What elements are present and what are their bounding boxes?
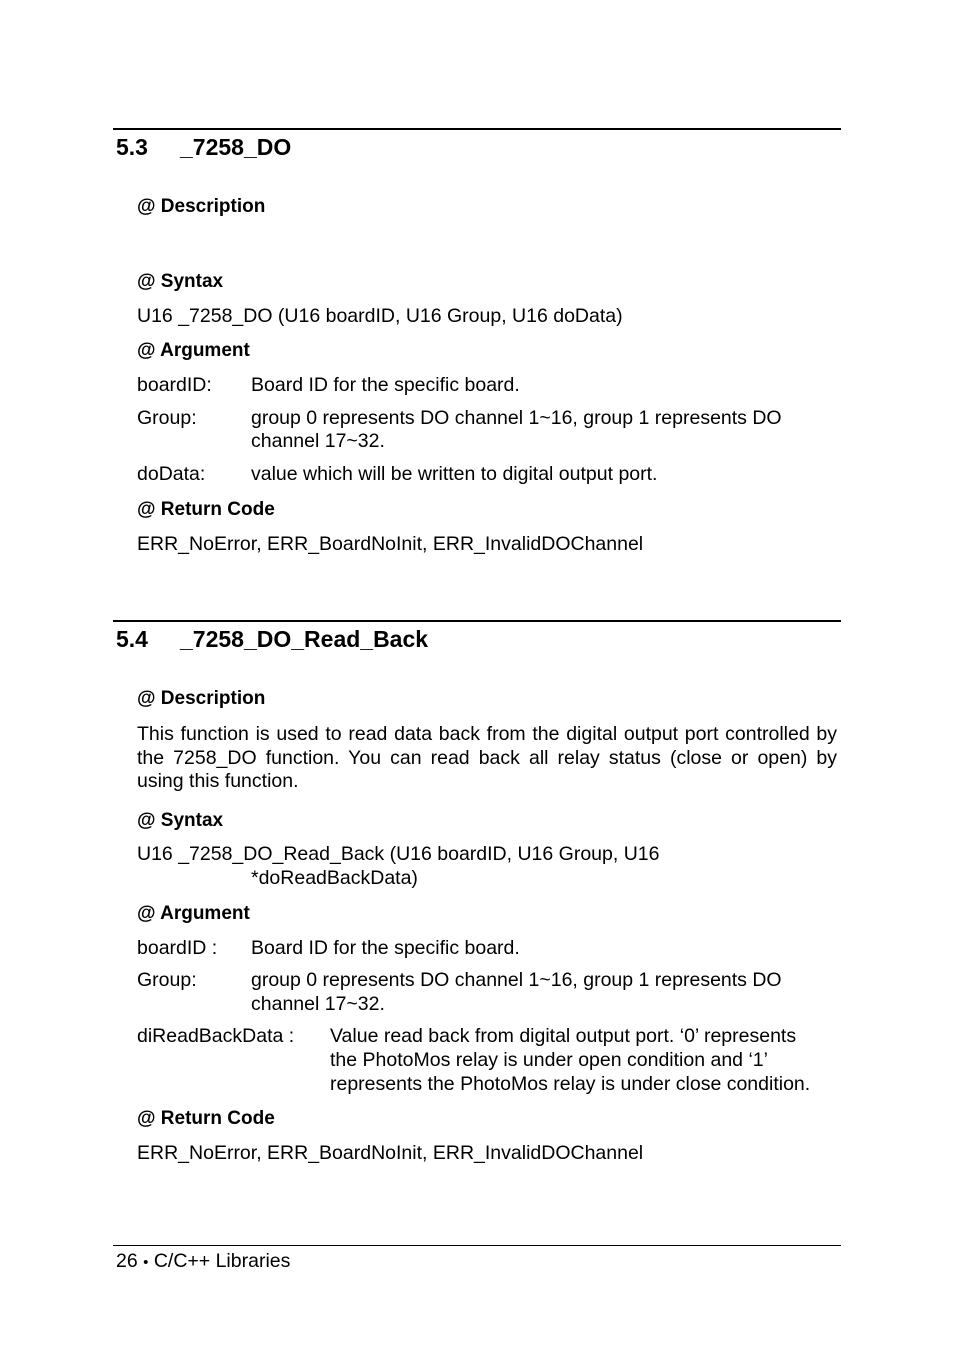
arg-name: diReadBackData : xyxy=(137,1025,295,1047)
argument-label: @ Argument xyxy=(137,903,250,924)
arg-name: boardID : xyxy=(137,937,218,959)
arg-desc: channel 17~32. xyxy=(251,430,385,452)
section-title: _7258_DO xyxy=(180,134,292,160)
description-label: @ Description xyxy=(137,196,266,217)
arg-desc: Board ID for the specific board. xyxy=(251,937,520,959)
footer-rule xyxy=(113,1245,841,1246)
syntax-text: U16 _7258_DO (U16 boardID, U16 Group, U16 doData) xyxy=(137,305,623,327)
arg-name: boardID: xyxy=(137,374,212,396)
section-number: 5.3 xyxy=(116,134,148,160)
description-text: This function is used to read data back from the digital output port controlled by the 7258_DO function. You can read back all relay status (close or open) by using this function. xyxy=(137,723,837,792)
section-number: 5.4 xyxy=(116,626,148,652)
section-5-4-top-rule xyxy=(113,620,841,622)
arg-desc: group 0 represents DO channel 1~16, group 1 represents DO xyxy=(251,407,782,429)
arg-desc: represents the PhotoMos relay is under close condition. xyxy=(330,1073,811,1095)
argument-label: @ Argument xyxy=(137,340,250,361)
arg-desc: Board ID for the specific board. xyxy=(251,374,520,396)
arg-desc: group 0 represents DO channel 1~16, group 1 represents DO xyxy=(251,969,782,991)
section-5-4-heading xyxy=(116,628,428,651)
page-number: 26 xyxy=(116,1250,138,1272)
bullet-separator: • xyxy=(143,1254,149,1271)
arg-name: Group: xyxy=(137,969,197,991)
section-title: _7258_DO_Read_Back xyxy=(180,626,429,652)
return-code-label: @ Return Code xyxy=(137,499,275,520)
syntax-text: U16 _7258_DO_Read_Back (U16 boardID, U16 Group, U16 xyxy=(137,843,660,865)
syntax-text-continued: *doReadBackData) xyxy=(251,867,418,889)
footer-section-title: C/C++ Libraries xyxy=(153,1250,291,1272)
return-code-label: @ Return Code xyxy=(137,1108,275,1129)
page-footer xyxy=(116,1252,290,1272)
arg-name: doData: xyxy=(137,463,206,485)
return-code-text: ERR_NoError, ERR_BoardNoInit, ERR_InvalidDOChannel xyxy=(137,1142,644,1164)
arg-desc: Value read back from digital output port. ‘0’ represents xyxy=(330,1025,797,1047)
section-5-3-heading xyxy=(116,136,291,159)
arg-desc: value which will be written to digital output port. xyxy=(251,463,658,485)
section-5-3-top-rule xyxy=(113,128,841,130)
syntax-label: @ Syntax xyxy=(137,810,224,831)
arg-desc: channel 17~32. xyxy=(251,993,385,1015)
arg-name: Group: xyxy=(137,407,197,429)
return-code-text: ERR_NoError, ERR_BoardNoInit, ERR_InvalidDOChannel xyxy=(137,533,644,555)
description-label: @ Description xyxy=(137,688,266,709)
arg-desc: the PhotoMos relay is under open condition and ‘1’ xyxy=(330,1049,768,1071)
syntax-label: @ Syntax xyxy=(137,271,224,292)
